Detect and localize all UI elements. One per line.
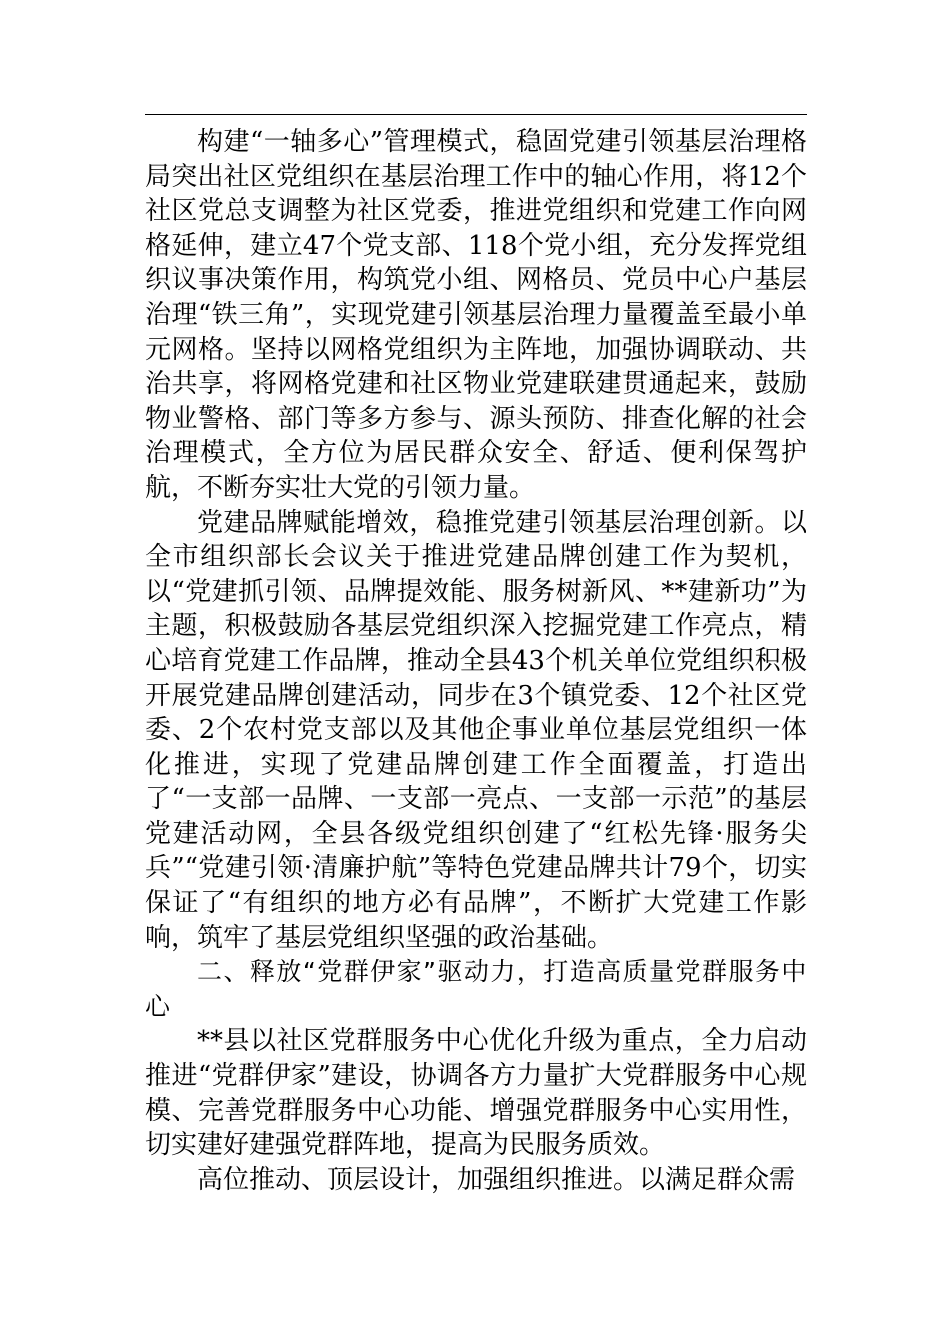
document-body [145,125,807,1197]
paragraph-top-level-design: 高位推动、顶层设计，加强组织推进。以满足群众需 [197,1164,796,1195]
paragraph-party-brand: 党建品牌赋能增效，稳推党建引领基层治理创新。以全市组织部长会议关于推进党建品牌创建工作为契机，以“党建抓引领、品牌提效能、服务树新风、**建新功”为主题，积极鼓励各基层党组织深入挖掘党建工作亮点，精心培育党建工作品牌，推动全县43个机关单位党组织积极开展党建品牌创建活动，同步在3个镇党委、12个社区党委、2个农村党支部以及其他企事业单位基层党组织一体化推进，实现了党建品牌创建工作全面覆盖，打造出了“一支部一品牌、一支部一亮点、一支部一示范”的基层党建活动网，全县各级党组织创建了“红松先锋·服务尖兵”“党建引领·清廉护航”等特色党建品牌共计79个，切实保证了“有组织的地方必有品牌”，不断扩大党建工作影响，筑牢了基层党组织坚强的政治基础。 [145,507,807,953]
paragraph-service-center: **县以社区党群服务中心优化升级为重点，全力启动推进“党群伊家”建设，协调各方力量扩大党群服务中心规模、完善党群服务中心功能、增强党群服务中心实用性，切实建好建强党群阵地，提高为民服务质效。 [145,1026,807,1161]
paragraph-governance-model: 构建“一轴多心”管理模式，稳固党建引领基层治理格局突出社区党组织在基层治理工作中的轴心作用，将12个社区党总支调整为社区党委，推进党组织和党建工作向网格延伸，建立47个党支部、118个党小组，充分发挥党组织议事决策作用，构筑党小组、网格员、党员中心户基层治理“铁三角”，实现党建引领基层治理力量覆盖至最小单元网格。坚持以网格党组织为主阵地，加强协调联动、共治共享，将网格党建和社区物业党建联建贯通起来，鼓励物业警格、部门等多方参与、源头预防、排查化解的社会治理模式，全方位为居民群众安全、舒适、便利保驾护航，不断夯实壮大党的引领力量。 [145,127,807,503]
top-rule [145,114,807,115]
section-heading: 二、释放“党群伊家”驱动力，打造高质量党群服务中心 [145,957,807,1021]
